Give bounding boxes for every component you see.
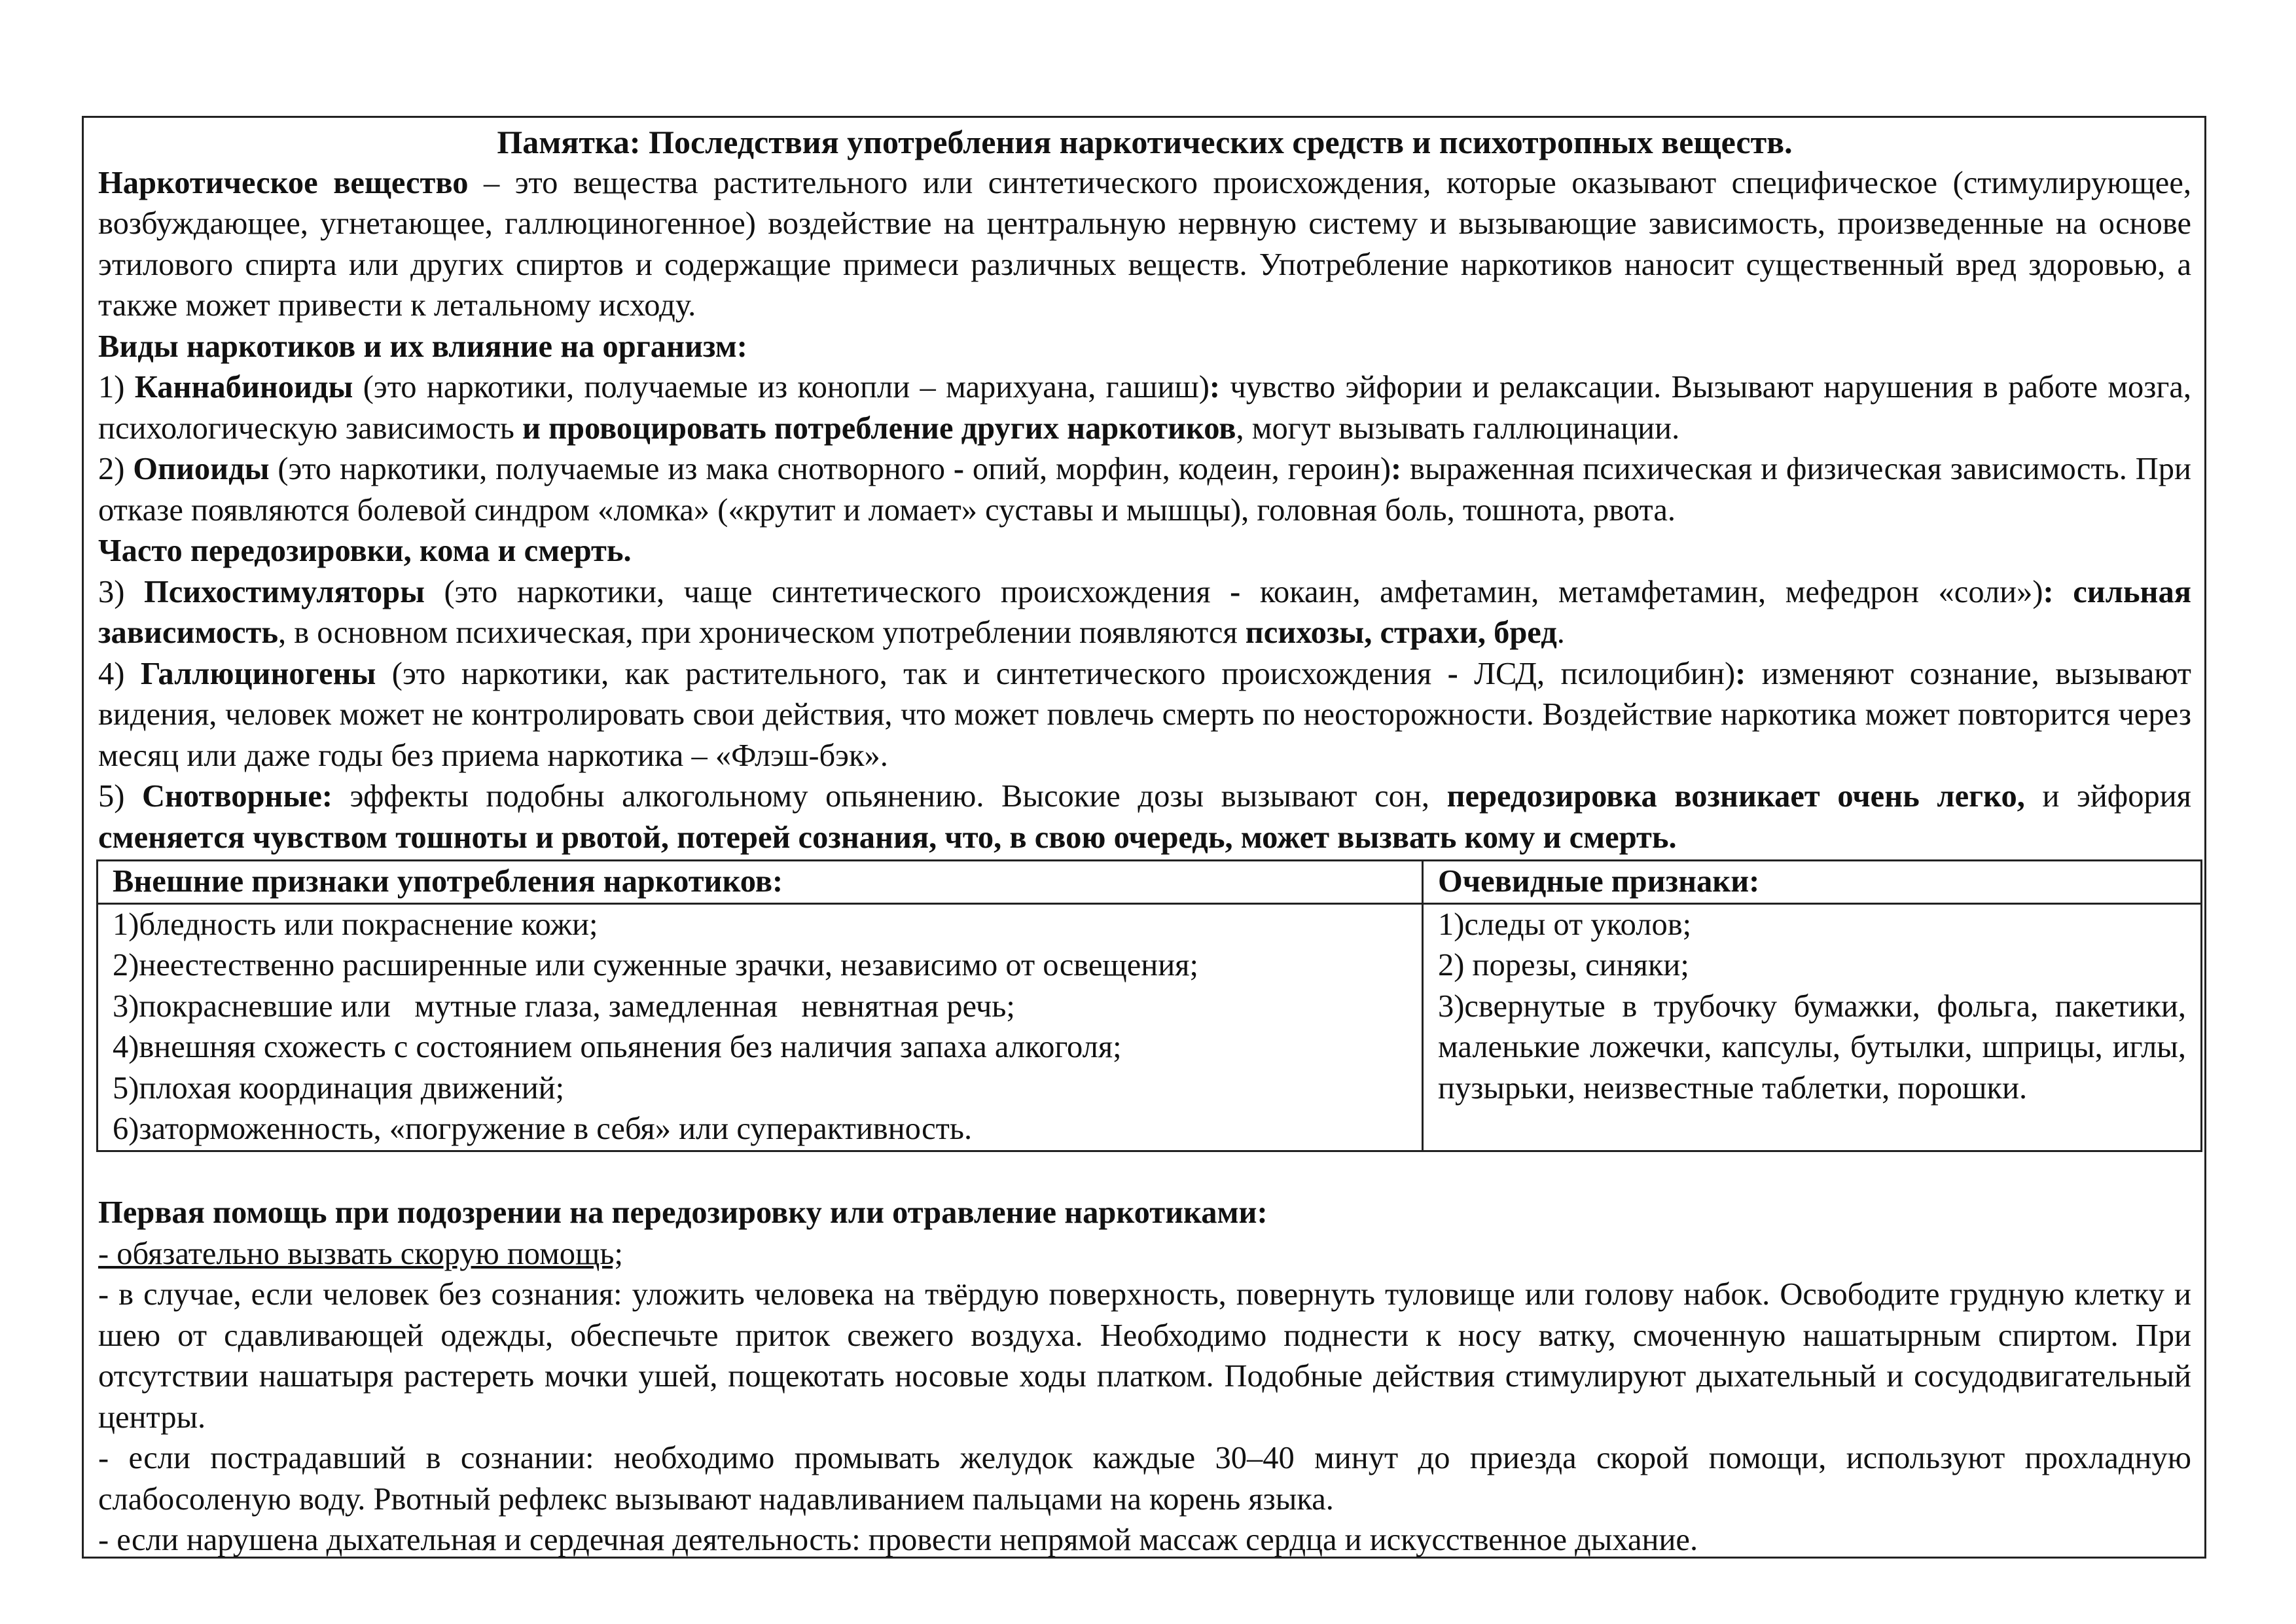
type-dash: - bbox=[953, 452, 965, 486]
type-dash: - bbox=[1230, 574, 1241, 609]
types-heading: Виды наркотиков и их влияние на организм: bbox=[98, 329, 747, 364]
signs-table bbox=[96, 859, 2202, 1152]
external-signs-cell bbox=[98, 903, 1423, 1151]
type-effect: чувство эйфории и релаксации. Вызывают нарушения в работе мозга, психологическую зависимость bbox=[98, 370, 2192, 446]
type-effect: эффекты подобны алкогольному опьянению. Высокие дозы вызывают сон, bbox=[332, 779, 1447, 814]
type-number: 2) bbox=[98, 452, 134, 486]
type-effect-end: , могут вызывать галлюцинации. bbox=[1236, 410, 1680, 446]
list-item: 4)внешняя схожесть с состоянием опьянения без наличия запаха алкоголя; bbox=[113, 1030, 1122, 1064]
type-effect-mid: и эйфория bbox=[2024, 779, 2191, 814]
header-obvious-signs: Очевидные признаки: bbox=[1423, 861, 2202, 904]
page-title: Памятка: Последствия употребления наркотических средств и психотропных веществ. bbox=[497, 124, 1793, 160]
list-item: 1)бледность или покраснение кожи; bbox=[113, 907, 598, 942]
list-item: 2)неестественно расширенные или суженные зрачки, независимо от освещения; bbox=[113, 948, 1198, 983]
type-description: (это наркотики, получаемые из конопли – марихуана, гашиш) bbox=[353, 370, 1210, 405]
first-aid-unconscious: - в случае, если человек без сознания: уложить человека на твёрдую поверхность, повернуть туловище или голову набок. Освободите грудную клетку и шею от сдавливающей одежды, обеспечьте приток свежего воздуха. Необходимо поднести к носу ватку, смоченную нашатырным спиртом. При отсутствии нашатыря растереть мочки ушей, пощекотать носовые ходы платком. Подобные действия стимулируют дыхательный и сосудодвигательный центры. bbox=[98, 1277, 2191, 1435]
type-item-psychostimulants bbox=[98, 572, 2191, 654]
list-item: 3)покрасневшие или мутные глаза, замедленная невнятная речь; bbox=[113, 988, 1015, 1024]
definition-term: Наркотическое вещество bbox=[98, 165, 469, 200]
type-effect-bold: и провоцировать потребление других наркотиков bbox=[522, 410, 1236, 446]
type-description: (это наркотики, как растительного, так и синтетического происхождения bbox=[376, 656, 1448, 691]
list-item: 2) порезы, синяки; bbox=[1438, 948, 1689, 983]
table-row bbox=[98, 903, 2202, 1151]
first-aid-breathing: - если нарушена дыхательная и сердечная деятельность: провести непрямой массаж сердца и искусственное дыхание. bbox=[98, 1523, 1698, 1557]
type-description: (это наркотики, чаще синтетического происхождения bbox=[424, 574, 1230, 609]
type-dash: - bbox=[1447, 656, 1458, 691]
list-item: 3)свернутые в трубочку бумажки, фольга, пакетики, маленькие ложечки, капсулы, бутылки, шприцы, иглы, пузырьки, неизвестные таблетки, порошки. bbox=[1438, 988, 2186, 1106]
type-effect: изменяют сознание, вызывают видения, человек может не контролировать свои действия, что может повлечь смерть по неосторожности. Воздействие наркотика может повторится через месяц или даже годы без приема наркотика – «Флэш-бэк». bbox=[98, 656, 2192, 773]
type-number: 3) bbox=[98, 574, 144, 609]
type-effect-bold: : сильная зависимость bbox=[98, 574, 2191, 650]
type-number: 1) bbox=[98, 370, 135, 405]
type-description-examples: ЛСД, псилоцибин) bbox=[1458, 656, 1736, 691]
table-header-row bbox=[98, 861, 2202, 904]
spacer bbox=[98, 1152, 2191, 1193]
first-aid-call-ambulance: - обязательно вызвать скорую помощь; bbox=[98, 1236, 623, 1271]
type-item-sleeping-pills bbox=[98, 776, 2191, 858]
type-colon: : bbox=[1391, 452, 1402, 486]
first-aid-heading: Первая помощь при подозрении на передозировку или отравление наркотиками: bbox=[98, 1195, 1268, 1230]
list-item: 1)следы от уколов; bbox=[1438, 907, 1692, 942]
type-effect-bold: передозировка возникает очень легко, bbox=[1446, 779, 2025, 814]
type-description: (это наркотики, получаемые из мака снотворного bbox=[269, 452, 954, 486]
list-item: 5)плохая координация движений; bbox=[113, 1070, 565, 1106]
type-effect-bold: сменяется чувством тошноты и рвотой, потерей сознания, что, в свою очередь, может вызвать кому и смерть. bbox=[98, 820, 1677, 855]
type-effect-end: . bbox=[1556, 615, 1565, 650]
type-description-examples: опий, морфин, кодеин, героин) bbox=[964, 452, 1391, 486]
type-item-opioids bbox=[98, 449, 2191, 572]
type-item-cannabinoids bbox=[98, 367, 2191, 449]
type-description-examples: кокаин, амфетамин, метамфетамин, мефедрон «соли») bbox=[1240, 574, 2043, 609]
first-aid-conscious: - если пострадавший в сознании: необходимо промывать желудок каждые 30–40 минут до приезда скорой помощи, используют прохладную слабосоленую воду. Рвотный рефлекс вызывают надавливанием пальцами на корень языка. bbox=[98, 1441, 2191, 1517]
type-name: Опиоиды bbox=[133, 452, 270, 486]
type-effect: , в основном психическая, при хроническом употреблении появляются bbox=[278, 615, 1246, 650]
memo-document bbox=[98, 122, 2191, 1561]
type-name: Галлюциногены bbox=[140, 656, 376, 691]
type-number: 4) bbox=[98, 656, 141, 691]
type-effect-bold: психозы, страхи, бред bbox=[1245, 615, 1557, 650]
type-effect-bold: Часто передозировки, кома и смерть. bbox=[98, 533, 632, 568]
type-number: 5) bbox=[98, 779, 143, 814]
header-external-signs: Внешние признаки употребления наркотиков: bbox=[98, 861, 1423, 904]
type-colon: : bbox=[1209, 370, 1221, 405]
definition-paragraph bbox=[98, 163, 2191, 327]
type-effect: выраженная психическая и физическая зависимость. При отказе появляются болевой синдром «ломка» («крутит и ломает» суставы и мышцы), головная боль, тошнота, рвота. bbox=[98, 452, 2191, 528]
type-name: Каннабиноиды bbox=[134, 370, 353, 405]
type-item-hallucinogens bbox=[98, 654, 2191, 777]
obvious-signs-cell bbox=[1423, 903, 2202, 1151]
definition-text: – это вещества растительного или синтетического происхождения, которые оказывают специфическое (стимулирующее, возбуждающее, угнетающее, галлюциногенное) воздействие на центральную нервную систему и вызывающие зависимость, произведенные на основе этилового спирта или других спиртов и содержащие примеси различных веществ. Употребление наркотиков наносит существенный вред здоровью, а также может привести к летальному исходу. bbox=[98, 165, 2191, 323]
list-item: 6)заторможенность, «погружение в себя» или суперактивность. bbox=[113, 1111, 973, 1146]
type-name: Снотворные: bbox=[142, 779, 332, 814]
type-colon: : bbox=[1735, 656, 1746, 691]
type-name: Психостимуляторы bbox=[143, 574, 425, 609]
